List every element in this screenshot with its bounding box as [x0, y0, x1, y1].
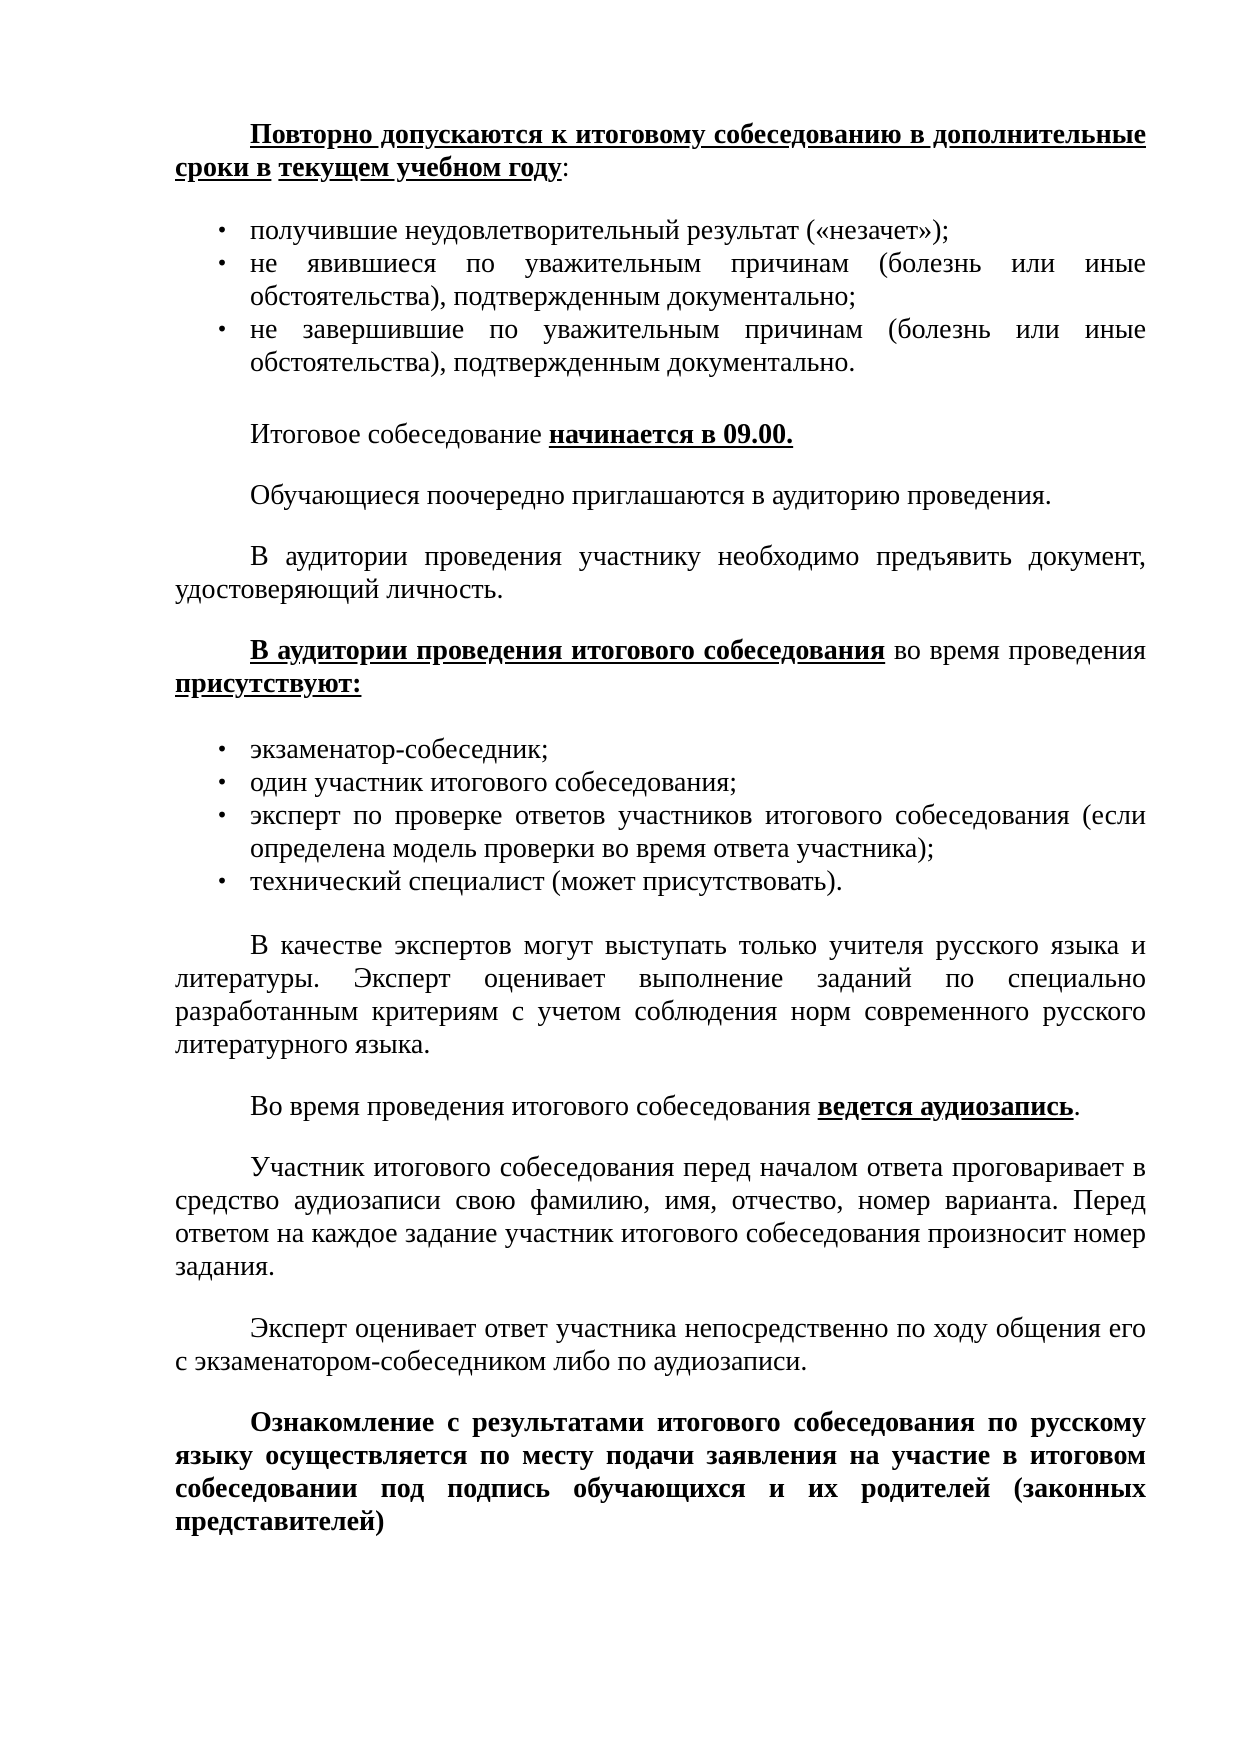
- present-heading: В аудитории проведения итогового собеседования: [250, 635, 886, 666]
- list-item: • не явившиеся по уважительным причинам (болезнь или иные обстоятельства), подтвержденным документально;: [216, 248, 1146, 312]
- bullet-icon: •: [216, 218, 228, 242]
- retake-conditions-list: [175, 214, 1146, 379]
- document-paragraph: В аудитории проведения участнику необходимо предъявить документ, удостоверяющий личность.: [175, 541, 1146, 605]
- list-item: • не завершившие по уважительным причинам (болезнь или иные обстоятельства), подтвержденным документально.: [216, 314, 1146, 378]
- attendees-list: [175, 733, 1146, 898]
- list-item: • экзаменатор-собеседник;: [216, 734, 549, 765]
- list-item: • технический специалист (может присутствовать).: [216, 866, 843, 897]
- bullet-icon: •: [216, 803, 228, 827]
- evaluation-paragraph: Эксперт оценивает ответ участника непосредственно по ходу общения его с экзаменатором-собеседником либо по аудиозаписи.: [175, 1313, 1146, 1377]
- list-item: • эксперт по проверке ответов участников итогового собеседования (если определена модель проверки во время ответа участника);: [216, 800, 1146, 864]
- experts-paragraph: В качестве экспертов могут выступать только учителя русского языка и литературы. Эксперт оценивает выполнение заданий по специально разработанным критериям с учетом соблюдения норм современного русского литературного языка.: [175, 930, 1146, 1060]
- bullet-icon: •: [216, 737, 228, 761]
- list-item: • получившие неудовлетворительный результат («незачет»);: [216, 215, 950, 246]
- start-time-paragraph: Итоговое собеседование начинается в 09.00.: [250, 419, 794, 450]
- retake-heading: Повторно допускаются к итоговому собеседованию в дополнительные сроки в: [175, 119, 1146, 183]
- bullet-icon: •: [216, 251, 228, 275]
- participant-paragraph: Участник итогового собеседования перед началом ответа проговаривает в средство аудиозаписи свою фамилию, имя, отчество, номер варианта. Перед ответом на каждое задание участник итогового собеседования произносит номер задания.: [175, 1152, 1146, 1282]
- present-paragraph: В аудитории проведения итогового собеседования во время проведения присутствуют:: [175, 635, 1146, 699]
- current-year-text: текущем учебном году: [278, 152, 562, 183]
- invite-paragraph: Обучающиеся поочередно приглашаются в аудиторию проведения.: [250, 480, 1052, 511]
- retake-eligibility-paragraph: Повторно допускаются к итоговому собеседованию в дополнительные сроки в текущем учебном году:: [175, 119, 1146, 183]
- recording-paragraph: Во время проведения итогового собеседования ведется аудиозапись.: [250, 1091, 1081, 1122]
- bullet-icon: •: [216, 317, 228, 341]
- present-emphasis: присутствуют:: [175, 668, 362, 699]
- bullet-icon: •: [216, 869, 228, 893]
- start-time-emphasis: начинается в 09.00.: [548, 419, 794, 450]
- list-item: • один участник итогового собеседования;: [216, 767, 738, 798]
- bullet-icon: •: [216, 770, 228, 794]
- results-paragraph: Ознакомление с результатами итогового собеседования по русскому языку осуществляется по месту подачи заявления на участие в итоговом собеседовании под подпись обучающихся и их родителей (законных представителей): [175, 1407, 1146, 1537]
- recording-emphasis: ведется аудиозапись: [817, 1091, 1074, 1122]
